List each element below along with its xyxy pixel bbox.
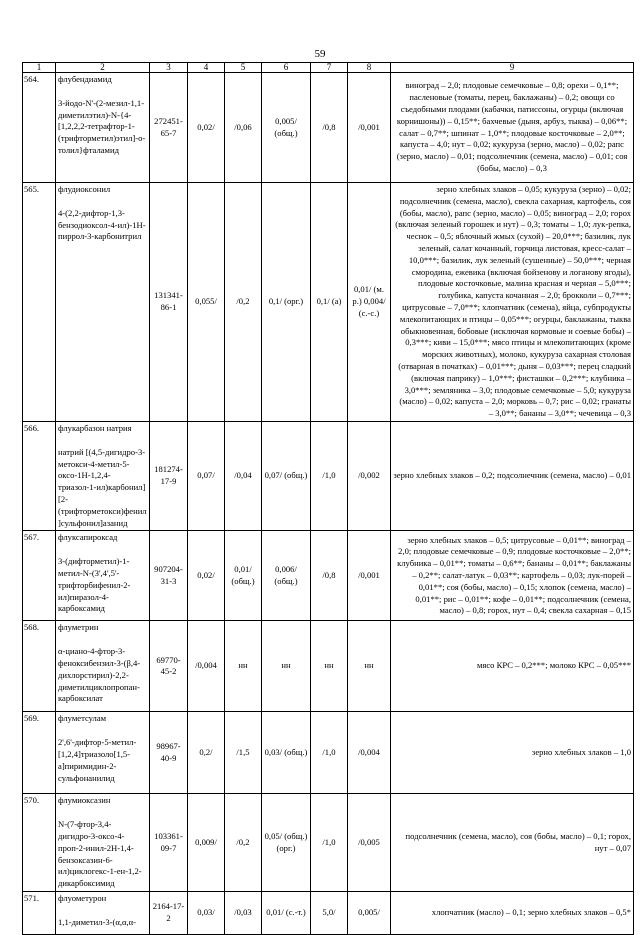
value-col-4: 0,055/ bbox=[188, 183, 225, 422]
column-header: 4 bbox=[188, 63, 225, 73]
substance-name: флуометурон bbox=[58, 892, 107, 903]
value-col-4: 0,2/ bbox=[188, 712, 225, 794]
value-col-4: 0,02/ bbox=[188, 531, 225, 621]
residue-limits: зерно хлебных злаков – 0,5; цитрусовые – 0,01**; виноград – 2,0; плодовые семечковые – 0,9; плодовые косточковые – 2,0**; клубника – 0,01**; томаты – 0,6**; бананы – 0,01**; баклажаны – 0,2**; салат-латук – 0,03**; картофель – 0,03; лук-порей – 0,01**; соя (бобы, масло) – 0,15; хлопок (семена, масло) – 0,01**; рис – 0,01**; кофе – 0,01**; подсолнечник (семена, масло) – 0,8; горох, нут – 0,4; свекла сахарная – 0,15 bbox=[391, 531, 634, 621]
table-row bbox=[23, 183, 634, 422]
value-col-8: /0,001 bbox=[348, 73, 391, 183]
substance-name: флуметсулам bbox=[58, 713, 107, 724]
value-col-6: 0,05/ (общ.) (орг.) bbox=[262, 794, 311, 892]
cas-number: 103361-09-7 bbox=[150, 794, 188, 892]
value-col-5: /1,5 bbox=[225, 712, 262, 794]
cas-number: 2164-17-2 bbox=[150, 891, 188, 934]
table-row bbox=[23, 73, 634, 183]
value-col-6: 0,01/ (с.-т.) bbox=[262, 891, 311, 934]
residue-limits: зерно хлебных злаков – 0,05; кукуруза (зерно) – 0,02; подсолнечник (семена, масло), свекла сахарная, картофель, соя (бобы, масло), рапс (зерно, масло) – 0,05; виноград – 2,0; горох (включая зеленый горошек и нут) – 0,3; томаты – 1,0; лук-репка, чеснок – 0,5; яблочный жмых (сухой) – 20,0***; базилик, лук зеленый, салат кочанный, горчица листовая, кресс-салат – 10,0***; базилик, лук зеленый (сушенные) – 50,0***; черная смородина, ежевика (включая бойзенову и логанову ягоды), плодовые косточковые, малина красная и черная – 5,0***; голубика, капуста кочанная – 2,0; брокколи – 0,7***; цитрусовые – 7,0***; хлопчатник (семена), яйца, субпродукты млекопитающих и птицы – 0,05***; огурцы, баклажаны, тыква обыкновенная, бобовые (исключая кормовые и соевые бобы) – 0,3***; киви – 15,0***; мясо птицы и млекопитающих (кроме морских животных), молоко, кукуруза сахарная столовая (отварная в початках) – 0,01***; дыня – 0,03***; перец сладкий (включая паприку) – 1,0***; фисташки – 0,2***; клубника – 3,0***; земляника – 3,0; плодовые семечковые – 5,0; кукуруза (масло) – 0,02; капуста – 2,0; морковь – 0,7; рис – 0,02; гранаты – 3,0**; бананы – 3,0**; чечевица – 0,3 bbox=[391, 183, 634, 422]
table-row bbox=[23, 421, 634, 530]
table-row bbox=[23, 621, 634, 712]
value-col-8: 0,01/ (м. р.) 0,004/ (с.-с.) bbox=[348, 183, 391, 422]
substance-name: флукарбазон натрия bbox=[58, 422, 132, 433]
value-col-6: 0,006/ (общ.) bbox=[262, 531, 311, 621]
cas-number: 131341-86-1 bbox=[150, 183, 188, 422]
page-number: 59 bbox=[314, 48, 326, 60]
table-row bbox=[23, 531, 634, 621]
value-col-8: /0,004 bbox=[348, 712, 391, 794]
chemical-name: 3-(дифторметил)-1-метил-N-(3',4',5'-трифторбифенил-2-ил)пиразол-4-карбоксамид bbox=[58, 556, 131, 614]
residue-limits: подсолнечник (семена, масло), соя (бобы, масло) – 0,1; горох, нут – 0,07 bbox=[391, 794, 634, 892]
row-number: 567. bbox=[23, 531, 56, 621]
substance-cell bbox=[56, 794, 150, 892]
value-col-7: /1,0 bbox=[311, 794, 348, 892]
cas-number: 69770-45-2 bbox=[150, 621, 188, 712]
substance-cell bbox=[56, 73, 150, 183]
substance-name: флудиоксонил bbox=[58, 184, 111, 194]
row-number: 570. bbox=[23, 794, 56, 892]
column-header: 7 bbox=[311, 63, 348, 73]
value-col-7: 5,0/ bbox=[311, 891, 348, 934]
substance-cell bbox=[56, 712, 150, 794]
value-col-4: 0,03/ bbox=[188, 891, 225, 934]
substance-cell bbox=[56, 421, 150, 530]
row-number: 571. bbox=[23, 891, 56, 934]
substance-cell bbox=[56, 531, 150, 621]
column-number-row bbox=[23, 63, 634, 73]
value-col-5: /0,04 bbox=[225, 421, 262, 530]
value-col-6: нн bbox=[262, 621, 311, 712]
column-header: 2 bbox=[56, 63, 150, 73]
chemical-name: 4-(2,2-дифтор-1,3-бензодиоксол-4-ил)-1Н-пиррол-3-карбонитрил bbox=[58, 207, 146, 242]
substance-name: флубендиамид bbox=[58, 74, 112, 84]
residue-limits: мясо КРС – 0,2***; молоко КРС – 0,05*** bbox=[391, 621, 634, 712]
residue-limits: виноград – 2,0; плодовые семечковые – 0,8; орехи – 0,1**; пасленовые (томаты, перец, баклажаны) – 0,2; овощи со съедобными плодами (кабачки, патиссоны, огурцы (включая корнишоны)) – 0,15**; бахчевые (дыня, арбуз, тыква) – 0,06**; салат – 0,7**; шпинат – 1,0**; плодовые косточковые – 2,0**; капуста – 4,0; нут – 0,02; кукуруза (зерно, масло) – 0,02; рапс (зерно, масло) – 0,01; подсолнечник (семена, масло) – 0,01; соя (бобы, масло) – 0,3 bbox=[391, 73, 634, 183]
substance-name: флуметрин bbox=[58, 622, 99, 633]
value-col-5: /0,2 bbox=[225, 794, 262, 892]
chemical-name: 3-йодо-N'-(2-мезил-1,1-диметилэтил)-N-{4-[1,2,2,2-тетрафтор-1-(трифторметил)этил]-о-толил}фталамид bbox=[58, 97, 146, 155]
cas-number: 98967-40-9 bbox=[150, 712, 188, 794]
chemical-name: натрий [(4,5-дигидро-3-метокси-4-метил-5-оксо-1Н-1,2,4-триазол-1-ил)карбонил][2-(трифторметокси)фенил]сульфонил]азанид bbox=[58, 446, 147, 528]
value-col-6: 0,005/ (общ.) bbox=[262, 73, 311, 183]
chemical-name: 1,1-диметил-3-(α,α,α- bbox=[58, 916, 137, 927]
cas-number: 181274-17-9 bbox=[150, 421, 188, 530]
value-col-7: нн bbox=[311, 621, 348, 712]
substance-cell bbox=[56, 183, 150, 422]
column-header: 3 bbox=[150, 63, 188, 73]
value-col-7: /1,0 bbox=[311, 421, 348, 530]
value-col-7: 0,1/ (а) bbox=[311, 183, 348, 422]
value-col-6: 0,1/ (орг.) bbox=[262, 183, 311, 422]
value-col-8: /0,005 bbox=[348, 794, 391, 892]
value-col-4: /0,004 bbox=[188, 621, 225, 712]
value-col-8: /0,002 bbox=[348, 421, 391, 530]
table-row bbox=[23, 712, 634, 794]
value-col-6: 0,03/ (общ.) bbox=[262, 712, 311, 794]
column-header: 5 bbox=[225, 63, 262, 73]
row-number: 565. bbox=[23, 183, 56, 422]
cas-number: 272451-65-7 bbox=[150, 73, 188, 183]
cas-number: 907204-31-3 bbox=[150, 531, 188, 621]
row-number: 568. bbox=[23, 621, 56, 712]
table-row bbox=[23, 794, 634, 892]
residue-limits: зерно хлебных злаков – 0,2; подсолнечник (семена, масло) – 0,01 bbox=[391, 421, 634, 530]
column-header: 1 bbox=[23, 63, 56, 73]
residue-limits: хлопчатник (масло) – 0,1; зерно хлебных злаков – 0,5* bbox=[391, 891, 634, 934]
value-col-5: нн bbox=[225, 621, 262, 712]
value-col-4: 0,009/ bbox=[188, 794, 225, 892]
substance-name: флумиоксазин bbox=[58, 795, 111, 806]
row-number: 569. bbox=[23, 712, 56, 794]
value-col-8: 0,005/ bbox=[348, 891, 391, 934]
value-col-8: /0,001 bbox=[348, 531, 391, 621]
value-col-5: /0,03 bbox=[225, 891, 262, 934]
value-col-5: /0,06 bbox=[225, 73, 262, 183]
mrl-table bbox=[22, 62, 634, 935]
chemical-name: N-(7-фтор-3,4-дигидро-3-оксо-4-проп-2-инил-2Н-1,4-бензоксазин-6-ил)циклогекс-1-ен-1,2-дикарбоксимид bbox=[58, 819, 142, 889]
substance-cell bbox=[56, 891, 150, 934]
chemical-name: 2',6'-дифтор-5-метил-[1,2,4]триазоло[1,5-а]пиримидин-2-сульфонанилид bbox=[58, 737, 137, 783]
value-col-7: /1,0 bbox=[311, 712, 348, 794]
substance-name: флуксапироксад bbox=[58, 532, 118, 543]
row-number: 566. bbox=[23, 421, 56, 530]
chemical-name: α-циано-4-фтор-3-феноксибензил-3-(β,4-дихлорстирил)-2,2-диметилциклопропан-карбоксилат bbox=[58, 646, 141, 704]
column-header: 6 bbox=[262, 63, 311, 73]
residue-limits: зерно хлебных злаков – 1,0 bbox=[391, 712, 634, 794]
substance-cell bbox=[56, 621, 150, 712]
column-header: 8 bbox=[348, 63, 391, 73]
value-col-5: /0,2 bbox=[225, 183, 262, 422]
value-col-7: /0,8 bbox=[311, 73, 348, 183]
column-header: 9 bbox=[391, 63, 634, 73]
row-number: 564. bbox=[23, 73, 56, 183]
value-col-4: 0,07/ bbox=[188, 421, 225, 530]
value-col-6: 0,07/ (общ.) bbox=[262, 421, 311, 530]
table-row bbox=[23, 891, 634, 934]
value-col-8: нн bbox=[348, 621, 391, 712]
value-col-4: 0,02/ bbox=[188, 73, 225, 183]
value-col-7: /0,8 bbox=[311, 531, 348, 621]
value-col-5: 0,01/ (общ.) bbox=[225, 531, 262, 621]
